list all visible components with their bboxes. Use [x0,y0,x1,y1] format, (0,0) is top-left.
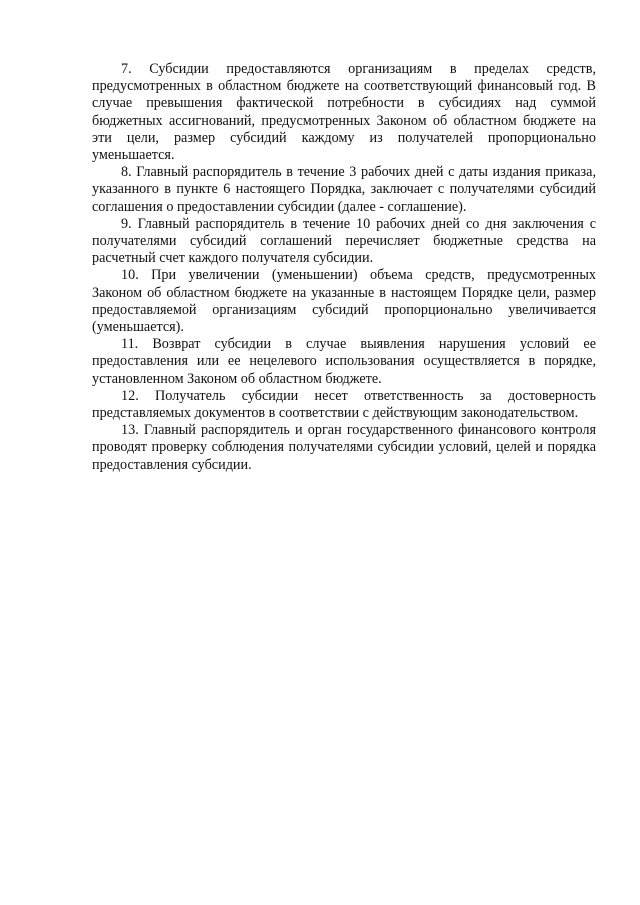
paragraph-11: 11. Возврат субсидии в случае выявления нарушения условий ее предоставления или ее нецелевого использования осуществляется в порядке, установленном Законом об областном бюджете. [92,336,596,387]
paragraph-8: 8. Главный распорядитель в течение 3 рабочих дней с даты издания приказа, указанного в пункте 6 настоящего Порядка, заключает с получателями субсидий соглашения о предоставлении субсидии (далее - соглашение). [92,164,596,215]
paragraph-9: 9. Главный распорядитель в течение 10 рабочих дней со дня заключения с получателями субсидий соглашений перечисляет бюджетные средства на расчетный счет каждого получателя субсидии. [92,215,596,267]
document-body [92,61,596,474]
paragraph-10: 10. При увеличении (уменьшении) объема средств, предусмотренных Законом об областном бюджете на указанные в настоящем Порядке цели, размер предоставляемой организациям субсидий пропорционально увеличивается (уменьшается). [92,267,596,336]
paragraph-7: 7. Субсидии предоставляются организациям в пределах средств, предусмотренных в областном бюджете на соответствующий финансовый год. В случае превышения фактической потребности в субсидиях над суммой бюджетных ассигнований, предусмотренных Законом об областном бюджете на эти цели, размер субсидий каждому из получателей пропорционально уменьшается. [92,61,596,164]
paragraph-12: 12. Получатель субсидии несет ответственность за достоверность представляемых документов в соответствии с действующим законодательством. [92,387,596,422]
paragraph-13: 13. Главный распорядитель и орган государственного финансового контроля проводят проверку соблюдения получателями субсидии условий, целей и порядка предоставления субсидии. [92,422,596,473]
